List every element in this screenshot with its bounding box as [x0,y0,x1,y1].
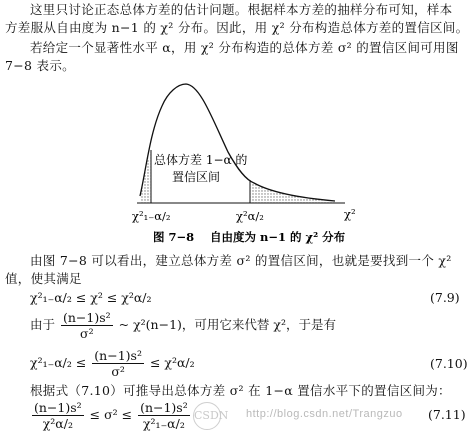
figure-caption-text: 自由度为 n−1 的 χ² 分布 [210,230,346,244]
figure-caption-label: 图 7−8 [153,230,195,244]
tick-label-lower: χ²₁₋α/₂ [132,209,171,223]
eq-mid: ≤ σ² ≤ [89,407,133,422]
chi-square-figure [0,70,474,250]
area-label-line2: 置信区间 [172,170,221,184]
fraction-denominator: σ² [111,364,125,379]
fraction [61,310,113,341]
equation-7-9: χ²₁₋α/₂ ≤ χ² ≤ χ²α/₂ [30,290,152,305]
eq-left: χ²₁₋α/₂ ≤ [30,355,87,370]
text-line: 这里只讨论正态总体方差的估计问题。根据样本方差的抽样分布可知，样本 [30,2,453,17]
text-prefix: 由于 [30,317,56,332]
left-tail-area [140,150,151,203]
fraction-numerator: (n−1)s² [34,400,82,415]
text-line: 方差服从自由度为 n−1 的 χ² 分布。因此，用 χ² 分布构造总体方差的置信区间。 [5,20,469,35]
fraction [32,400,84,431]
text-line: 若给定一个显著性水平 α，用 χ² 分布构造的总体方差 σ² 的置信区间可用图 [30,40,459,55]
text-line-with-fraction [30,310,336,341]
text-suffix: ~ χ²(n−1)，可用它来代替 χ²，于是有 [118,317,336,332]
text-line: 根据式（7.10）可推导出总体方差 σ² 在 1−α 置信水平下的置信区间为： [30,383,451,398]
density-curve [140,84,335,201]
text-line: 7−8 表示。 [5,58,75,73]
fraction-denominator: σ² [80,326,94,341]
equation-number: (7.9) [430,290,460,305]
tick-label-upper: χ²α/₂ [236,209,264,223]
fraction [92,348,144,379]
axis-label: χ² [344,207,356,221]
fraction-numerator: (n−1)s² [94,348,142,363]
area-label-line1: 总体方差 1−α 的 [154,153,248,167]
eq-right: ≤ χ²α/₂ [149,355,195,370]
equation-number: (7.11) [428,407,466,422]
fraction-numerator: (n−1)s² [63,310,111,325]
fraction-numerator: (n−1)s² [140,400,188,415]
fraction [138,400,190,431]
text-line: 由图 7−8 可以看出，建立总体方差 σ² 的置信区间，也就是要找到一个 χ² [30,253,452,268]
watermark-url: http://blog.csdn.net/Trangzuo [246,408,403,420]
text-line: 值，使其满足 [5,271,82,286]
equation-number: (7.10) [430,356,468,371]
watermark-logo-icon: CSDN [193,402,221,430]
equation-7-11 [30,400,192,431]
fraction-denominator: χ²α/₂ [42,416,73,431]
equation-7-10 [30,348,195,379]
fraction-denominator: χ²₁₋α/₂ [142,416,185,431]
